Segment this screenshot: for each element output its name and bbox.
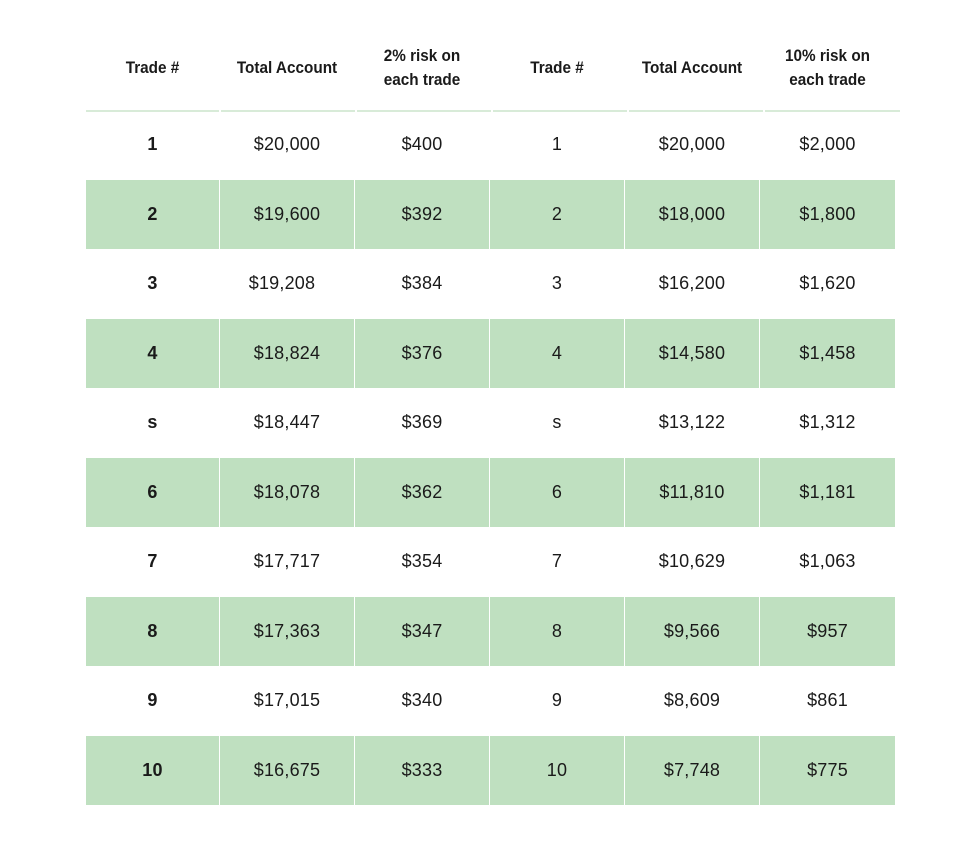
risk-10pct-cell: $1,458: [760, 319, 895, 389]
trade-number-cell-2: 7: [551, 551, 563, 572]
trade-number-cell-2: 2: [490, 180, 624, 250]
risk-2pct-cell: $392: [355, 180, 489, 250]
total-account-cell: $20,000: [253, 134, 321, 155]
table-row: [86, 249, 890, 319]
table-row: [86, 597, 890, 667]
risk-2pct-cell: $333: [355, 736, 489, 806]
trade-number-cell: 9: [147, 690, 158, 711]
total-account-cell: $18,447: [253, 412, 321, 433]
total-account-cell-2: $7,748: [625, 736, 759, 806]
total-account-cell-2: $18,000: [625, 180, 759, 250]
table-body: [86, 110, 890, 805]
risk-2pct-cell: $376: [355, 319, 489, 389]
header-2pct-risk: 2% risk on each trade: [383, 46, 461, 89]
trade-number-cell-2: 6: [490, 458, 624, 528]
total-account-cell-2: $13,122: [658, 412, 726, 433]
trade-number-cell-2: s: [552, 412, 562, 433]
total-account-cell: $19,208: [248, 273, 316, 294]
risk-2pct-cell: $400: [401, 134, 443, 155]
risk-10pct-cell: $2,000: [799, 134, 856, 155]
total-account-cell-2: $10,629: [658, 551, 726, 572]
risk-10pct-cell: $1,063: [799, 551, 856, 572]
table-row: [86, 180, 890, 250]
trade-number-cell-2: 3: [551, 273, 563, 294]
table-row: [86, 319, 890, 389]
table-row: [86, 110, 890, 180]
trade-number-cell: 4: [86, 319, 219, 389]
total-account-cell-2: $16,200: [658, 273, 726, 294]
table-header-row: [86, 26, 890, 110]
risk-2pct-cell: $369: [401, 412, 443, 433]
table-row: [86, 388, 890, 458]
total-account-cell-2: $20,000: [658, 134, 726, 155]
header-trade-number-2: Trade #: [530, 58, 584, 77]
trade-number-cell: 8: [86, 597, 219, 667]
risk-comparison-table: [86, 26, 890, 805]
total-account-cell: $17,363: [220, 597, 354, 667]
total-account-cell: $16,675: [220, 736, 354, 806]
trade-number-cell-2: 4: [490, 319, 624, 389]
trade-number-cell: 2: [86, 180, 219, 250]
risk-10pct-cell: $1,181: [760, 458, 895, 528]
trade-number-cell: 10: [86, 736, 219, 806]
trade-number-cell: 6: [86, 458, 219, 528]
total-account-cell-2: $11,810: [625, 458, 759, 528]
trade-number-cell-2: 10: [490, 736, 624, 806]
trade-number-cell-2: 9: [551, 690, 563, 711]
risk-2pct-cell: $347: [355, 597, 489, 667]
header-10pct-risk: 10% risk on each trade: [784, 46, 871, 89]
trade-number-cell: 1: [147, 134, 158, 155]
total-account-cell: $17,717: [253, 551, 321, 572]
risk-10pct-cell: $775: [760, 736, 895, 806]
table-row: [86, 736, 890, 806]
risk-2pct-cell: $384: [401, 273, 443, 294]
header-trade-number: Trade #: [125, 58, 180, 77]
total-account-cell: $17,015: [253, 690, 321, 711]
trade-number-cell: s: [147, 412, 158, 433]
total-account-cell-2: $8,609: [663, 690, 721, 711]
risk-10pct-cell: $1,800: [760, 180, 895, 250]
trade-number-cell: 7: [147, 551, 158, 572]
table-row: [86, 527, 890, 597]
total-account-cell-2: $9,566: [625, 597, 759, 667]
risk-10pct-cell: $1,312: [799, 412, 856, 433]
risk-10pct-cell: $957: [760, 597, 895, 667]
table-row: [86, 458, 890, 528]
risk-2pct-cell: $354: [401, 551, 443, 572]
header-total-account: Total Account: [236, 58, 338, 77]
header-total-account-2: Total Account: [641, 58, 743, 77]
table-row: [86, 666, 890, 736]
total-account-cell-2: $14,580: [625, 319, 759, 389]
risk-10pct-cell: $861: [807, 690, 848, 711]
risk-2pct-cell: $362: [355, 458, 489, 528]
trade-number-cell-2: 8: [490, 597, 624, 667]
total-account-cell: $18,078: [220, 458, 354, 528]
risk-2pct-cell: $340: [401, 690, 443, 711]
trade-number-cell-2: 1: [551, 134, 563, 155]
risk-10pct-cell: $1,620: [799, 273, 856, 294]
trade-number-cell: 3: [147, 273, 158, 294]
total-account-cell: $19,600: [220, 180, 354, 250]
total-account-cell: $18,824: [220, 319, 354, 389]
